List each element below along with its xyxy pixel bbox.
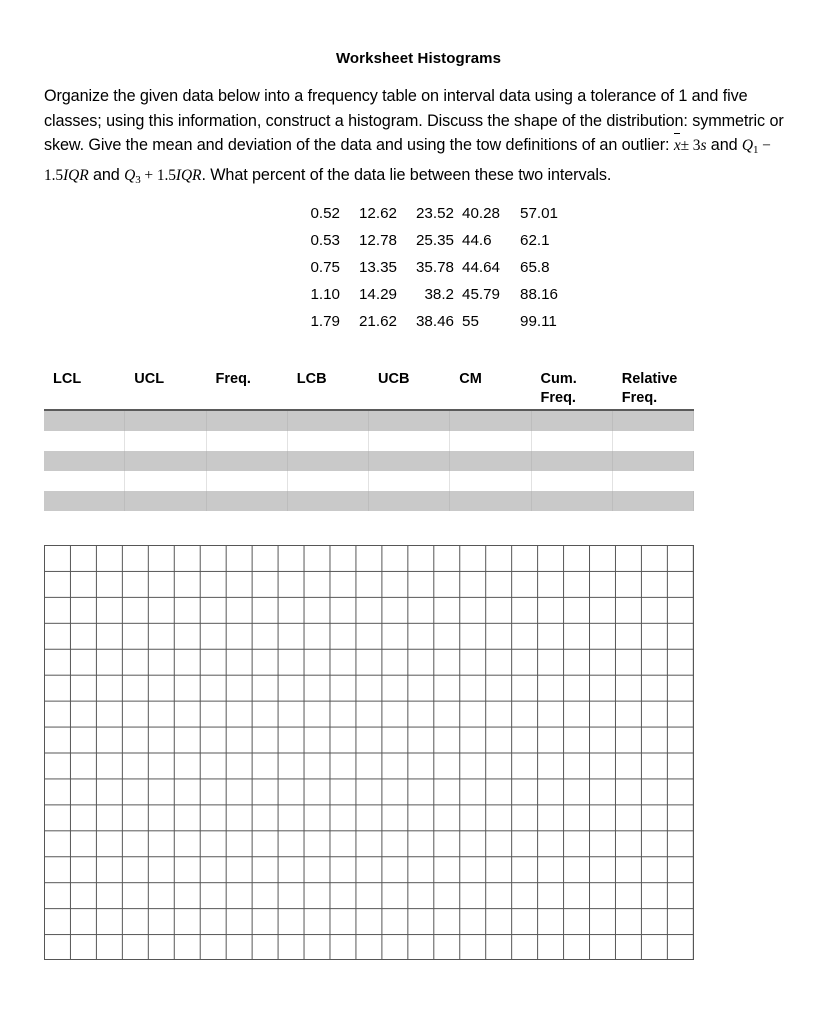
dataset-row xyxy=(292,200,574,227)
frequency-table-input-cell[interactable] xyxy=(207,471,288,491)
q1-expression-rest: − 1.5 xyxy=(44,137,771,184)
plus-minus-3: ± 3 xyxy=(680,137,701,155)
frequency-table-input-cell[interactable] xyxy=(532,491,613,511)
frequency-table-header-label: Freq. xyxy=(215,371,251,387)
frequency-table-input-cell[interactable] xyxy=(125,411,206,431)
dataset-value: 99.11 xyxy=(520,313,557,330)
table-row[interactable] xyxy=(44,491,694,511)
frequency-table-input-cell[interactable] xyxy=(450,471,531,491)
frequency-table-header-label: Relative xyxy=(621,371,678,387)
frequency-table-input-cell[interactable] xyxy=(44,451,125,471)
frequency-table-input-cell[interactable] xyxy=(613,471,694,491)
dataset-row xyxy=(292,308,574,335)
table-row[interactable] xyxy=(44,431,694,451)
dataset-value: 55 xyxy=(462,313,479,330)
dataset-row xyxy=(292,254,574,281)
frequency-table-input-cell[interactable] xyxy=(125,471,206,491)
frequency-table-input-cell[interactable] xyxy=(613,411,694,431)
frequency-table-input-cell[interactable] xyxy=(450,451,531,471)
frequency-table-input-cell[interactable] xyxy=(532,471,613,491)
frequency-table-input-cell[interactable] xyxy=(369,411,450,431)
frequency-table-input-cell[interactable] xyxy=(207,431,288,451)
frequency-table-header-cell xyxy=(288,370,369,408)
frequency-table-header-cell xyxy=(125,370,206,408)
frequency-table xyxy=(44,370,694,511)
std-dev-symbol: s xyxy=(700,137,707,155)
frequency-table-input-cell[interactable] xyxy=(125,451,206,471)
dataset-value: 65.8 xyxy=(520,259,550,276)
dataset-value: 1.10 xyxy=(310,286,340,303)
frequency-table-input-cell[interactable] xyxy=(288,491,369,511)
dataset-value: 44.6 xyxy=(462,232,492,249)
frequency-table-header-cell xyxy=(532,370,613,408)
frequency-table-header-label: LCB xyxy=(296,371,327,387)
dataset-value: 44.64 xyxy=(462,259,501,276)
frequency-table-input-cell[interactable] xyxy=(125,491,206,511)
dataset-value: 35.78 xyxy=(415,259,454,276)
frequency-table-body xyxy=(44,411,694,511)
dataset-value: 62.1 xyxy=(520,232,550,249)
q3-expression-rest: + 1.5 xyxy=(140,166,176,184)
frequency-table-input-cell[interactable] xyxy=(613,431,694,451)
frequency-table-input-cell[interactable] xyxy=(450,411,531,431)
frequency-table-input-cell[interactable] xyxy=(288,471,369,491)
dataset-value: 57.01 xyxy=(520,205,559,222)
dataset-value: 21.62 xyxy=(358,313,397,330)
frequency-table-input-cell[interactable] xyxy=(44,431,125,451)
dataset-value: 12.62 xyxy=(358,205,397,222)
table-row[interactable] xyxy=(44,471,694,491)
table-row[interactable] xyxy=(44,411,694,431)
dataset-value: 40.28 xyxy=(462,205,501,222)
conjunction-and-1: and xyxy=(706,136,742,155)
dataset-value: 45.79 xyxy=(462,286,501,303)
frequency-table-input-cell[interactable] xyxy=(532,431,613,451)
q1-symbol: Q xyxy=(741,137,753,155)
dataset-value: 0.53 xyxy=(310,232,340,249)
frequency-table-input-cell[interactable] xyxy=(369,471,450,491)
frequency-table-input-cell[interactable] xyxy=(532,451,613,471)
frequency-table-input-cell[interactable] xyxy=(613,451,694,471)
frequency-table-input-cell[interactable] xyxy=(207,411,288,431)
dataset-value: 13.35 xyxy=(358,259,397,276)
iqr-symbol-1: IQR xyxy=(63,166,89,184)
iqr-symbol-2: IQR xyxy=(175,166,202,184)
page-title: Worksheet Histograms xyxy=(335,50,502,67)
frequency-table-input-cell[interactable] xyxy=(613,491,694,511)
frequency-table-header-cell xyxy=(450,370,531,408)
frequency-table-header-label: LCL xyxy=(53,371,82,387)
dataset-row xyxy=(292,281,574,308)
frequency-table-input-cell[interactable] xyxy=(532,411,613,431)
q3-subscript: 3 xyxy=(135,173,141,186)
frequency-table-input-cell[interactable] xyxy=(450,491,531,511)
frequency-table-input-cell[interactable] xyxy=(207,491,288,511)
instructions-text-part1: Organize the given data below into a frequency table on interval data using a tolerance of 1 and five classes; using this information, construct a histogram. Discuss the shape of the distribution: symmetric or skew. Give the mean and deviation of the data and using the tow definitions of an outlier: xyxy=(44,87,784,155)
dataset-value: 23.52 xyxy=(415,205,454,222)
frequency-table-header-label-line2: Freq. xyxy=(621,390,658,406)
instructions-paragraph xyxy=(44,84,789,192)
frequency-table-input-cell[interactable] xyxy=(369,491,450,511)
dataset-value: 12.78 xyxy=(358,232,397,249)
frequency-table-input-cell[interactable] xyxy=(369,431,450,451)
frequency-table-header-label: UCB xyxy=(378,371,410,387)
dataset-value: 38.46 xyxy=(415,313,454,330)
graph-paper-grid xyxy=(44,545,694,960)
frequency-table-input-cell[interactable] xyxy=(125,431,206,451)
dataset-values xyxy=(292,200,574,335)
frequency-table-input-cell[interactable] xyxy=(450,431,531,451)
dataset-value: 0.52 xyxy=(310,205,340,222)
frequency-table-input-cell[interactable] xyxy=(288,431,369,451)
frequency-table-header-cell xyxy=(369,370,450,408)
instructions-text-part2: . What percent of the data lie between these two intervals. xyxy=(201,165,612,184)
frequency-table-input-cell[interactable] xyxy=(44,471,125,491)
mean-symbol: x xyxy=(674,134,681,159)
table-row[interactable] xyxy=(44,451,694,471)
dataset-value: 14.29 xyxy=(358,286,397,303)
frequency-table-header-cell xyxy=(613,370,694,408)
frequency-table-header-cell xyxy=(44,370,125,408)
dataset-value: 38.2 xyxy=(424,286,454,303)
frequency-table-header-label: CM xyxy=(459,371,482,387)
dataset-value: 88.16 xyxy=(520,286,559,303)
conjunction-and-2: and xyxy=(88,165,125,184)
frequency-table-input-cell[interactable] xyxy=(288,451,369,471)
frequency-table-input-cell[interactable] xyxy=(369,451,450,471)
q3-symbol: Q xyxy=(124,166,136,184)
dataset-value: 0.75 xyxy=(310,259,340,276)
q1-subscript: 1 xyxy=(753,144,759,157)
frequency-table-input-cell[interactable] xyxy=(44,411,125,431)
dataset-value: 1.79 xyxy=(310,313,340,330)
frequency-table-header-label-line2: Freq. xyxy=(540,390,576,406)
frequency-table-header-label: Cum. xyxy=(540,371,577,387)
frequency-table-input-cell[interactable] xyxy=(288,411,369,431)
dataset-row xyxy=(292,227,574,254)
frequency-table-header-cell xyxy=(207,370,288,408)
frequency-table-input-cell[interactable] xyxy=(207,451,288,471)
frequency-table-header-label: UCL xyxy=(134,371,165,387)
frequency-table-input-cell[interactable] xyxy=(44,491,125,511)
dataset-value: 25.35 xyxy=(415,232,454,249)
frequency-table-header-row xyxy=(44,370,694,408)
